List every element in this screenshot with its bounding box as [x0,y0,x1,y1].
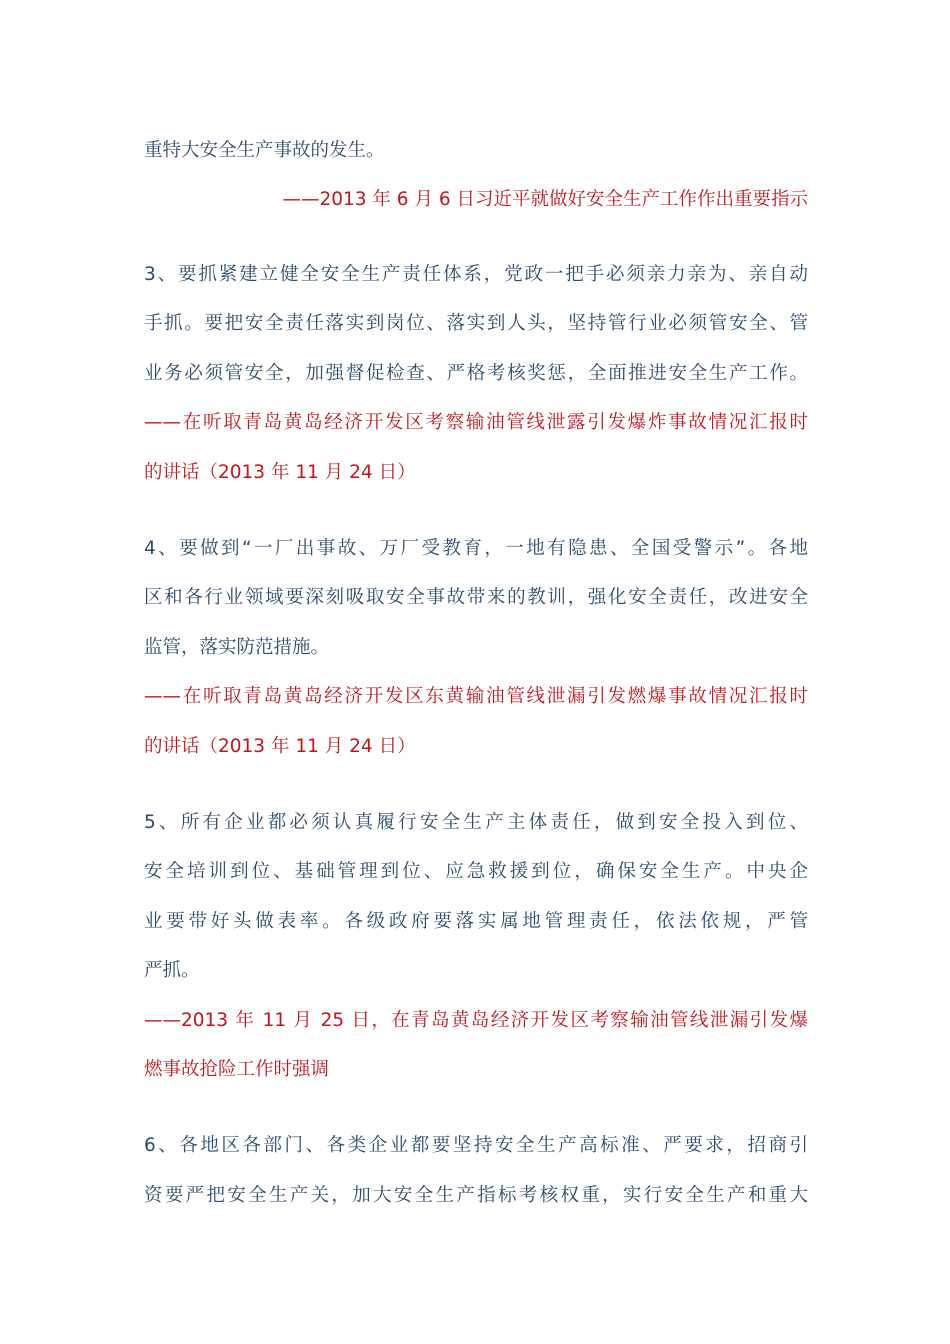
body-text-line: 业务必须管安全，加强督促检查、严格考核奖惩，全面推进安全生产工作。 [144,363,808,384]
body-text-line: 5、所有企业都必须认真履行安全生产主体责任，做到安全投入到位、 [144,812,808,833]
body-text-line: 业要带好头做表率。各级政府要落实属地管理责任，依法依规，严管 [144,911,808,932]
citation-line: 燃事故抢险工作时强调 [144,1059,330,1080]
body-text-line: 资要严把安全生产关，加大安全生产指标考核权重，实行安全生产和重大 [144,1185,808,1206]
citation-line: ——2013 年 6 月 6 日习近平就做好安全生产工作作出重要指示 [282,189,808,210]
citation-line: 的讲话（2013 年 11 月 24 日） [144,736,416,757]
body-text-line: 手抓。要把安全责任落实到岗位、落实到人头，坚持管行业必须管安全、管 [144,313,808,334]
body-text-line: 区和各行业领域要深刻吸取安全事故带来的教训，强化安全责任，改进安全 [144,587,808,608]
citation-line: ——在听取青岛黄岛经济开发区东黄输油管线泄漏引发燃爆事故情况汇报时 [144,686,808,707]
body-text-line: 重特大安全生产事故的发生。 [144,140,385,161]
body-text-line: 6、各地区各部门、各类企业都要坚持安全生产高标准、严要求，招商引 [144,1135,808,1156]
body-text-line: 安全培训到位、基础管理到位、应急救援到位，确保安全生产。中央企 [144,861,808,882]
citation-line: 的讲话（2013 年 11 月 24 日） [144,462,416,483]
body-text-line: 严抓。 [144,960,200,981]
body-text-line: 监管，落实防范措施。 [144,637,330,658]
body-text-line: 3、要抓紧建立健全安全生产责任体系，党政一把手必须亲力亲为、亲自动 [144,264,808,285]
citation-line: ——在听取青岛黄岛经济开发区考察输油管线泄露引发爆炸事故情况汇报时 [144,412,808,433]
body-text-line: 4、要做到“一厂出事故、万厂受教育，一地有隐患、全国受警示”。各地 [144,538,808,559]
citation-line: ——2013 年 11 月 25 日，在青岛黄岛经济开发区考察输油管线泄漏引发爆 [144,1010,808,1031]
